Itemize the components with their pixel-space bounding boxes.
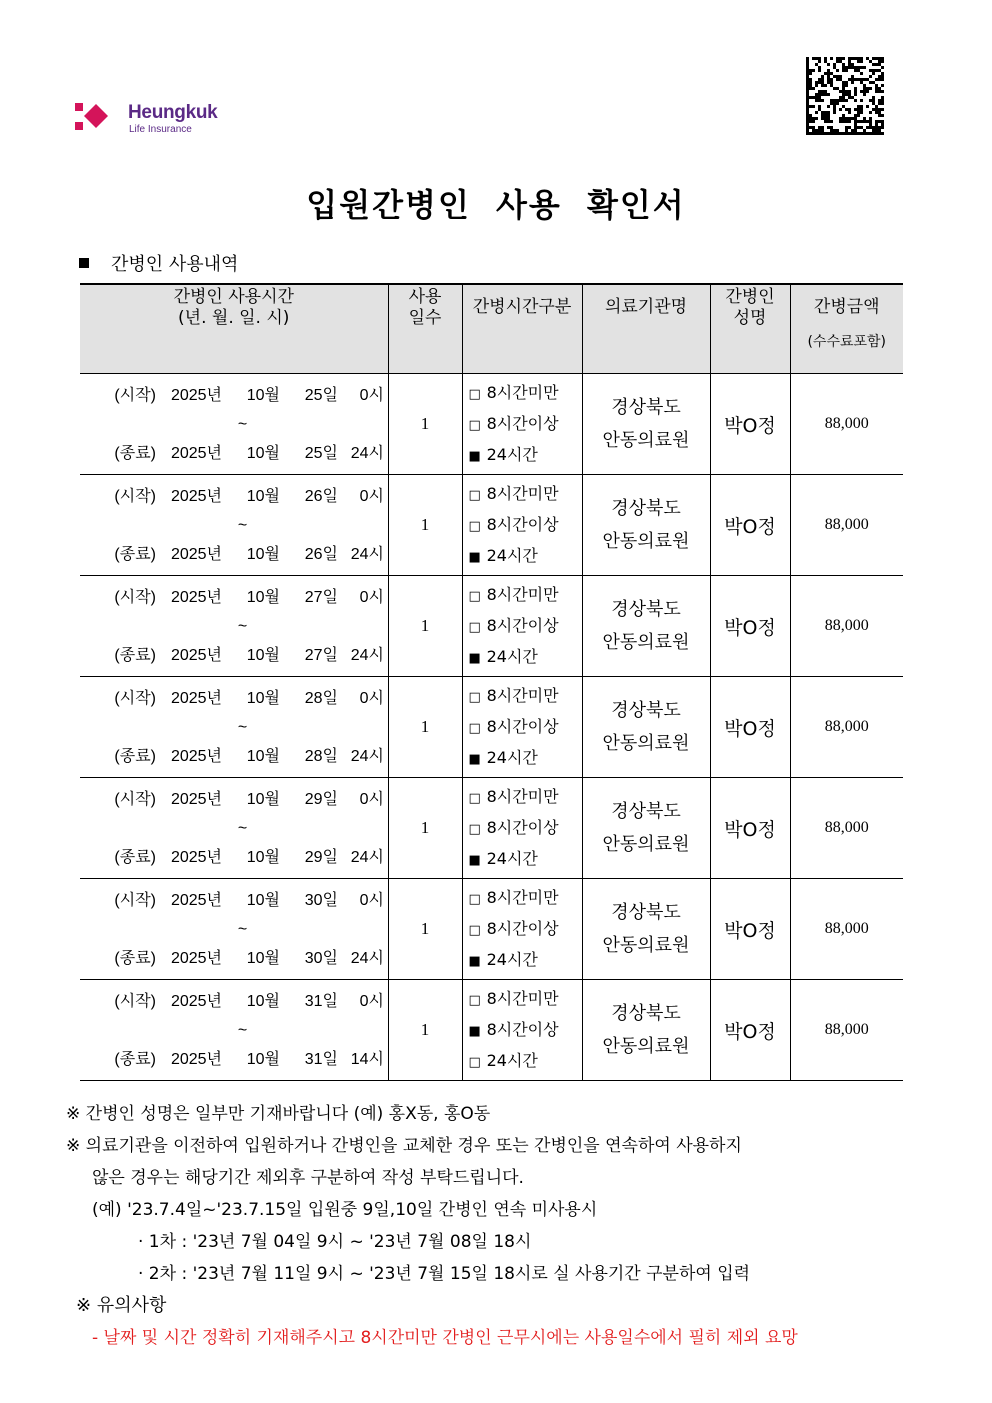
start-hour: 0시 <box>359 588 384 606</box>
hospital-name: 안동의료원 <box>602 531 690 552</box>
time-type-cell <box>462 374 582 475</box>
start-hour: 0시 <box>359 386 384 404</box>
time-type-option <box>469 479 582 510</box>
end-month: 10월 <box>246 848 280 866</box>
hospital-cell <box>582 475 710 576</box>
time-type-option <box>469 883 582 914</box>
period-end <box>80 742 388 771</box>
start-hour: 0시 <box>359 689 384 707</box>
start-label: (시작) <box>114 790 156 808</box>
end-month: 10월 <box>246 545 280 563</box>
note-caution-heading: ※ 유의사항 <box>76 1295 167 1316</box>
hospital-region: 경상북도 <box>611 397 681 418</box>
period-start <box>80 583 388 612</box>
amount-cell: 88,000 <box>790 980 903 1081</box>
time-type-option <box>469 510 582 541</box>
header-period <box>80 284 388 374</box>
period-cell <box>80 879 388 980</box>
time-type-option-label: 8시간미만 <box>486 786 559 806</box>
time-type-option-label: 8시간미만 <box>486 988 559 1008</box>
end-hour: 14시 <box>350 1050 384 1068</box>
time-type-option-label: 8시간미만 <box>486 685 559 705</box>
end-label: (종료) <box>114 1050 156 1068</box>
days-cell: 1 <box>388 879 462 980</box>
note-example-second: · 2차 : '23년 7월 11일 9시 ~ '23년 7월 15일 18시로 실 사용기간 구분하여 입력 <box>138 1264 751 1284</box>
amount-cell: 88,000 <box>790 677 903 778</box>
end-day: 28일 <box>304 747 338 765</box>
checkbox-icon: ■ <box>468 751 481 767</box>
period-cell <box>80 778 388 879</box>
start-hour: 0시 <box>359 992 384 1010</box>
end-day: 31일 <box>304 1050 338 1068</box>
note-example-first: · 1차 : '23년 7월 04일 9시 ~ '23년 7월 08일 18시 <box>138 1232 532 1252</box>
time-type-option <box>469 945 582 976</box>
checkbox-icon: ■ <box>468 852 481 868</box>
checkbox-icon: □ <box>468 689 481 705</box>
end-hour: 24시 <box>350 747 384 765</box>
time-type-option-label: 8시간이상 <box>486 918 559 938</box>
period-cell <box>80 374 388 475</box>
start-year: 2025년 <box>170 487 222 505</box>
table-body <box>80 374 903 1081</box>
start-year: 2025년 <box>170 992 222 1010</box>
end-year: 2025년 <box>170 949 222 967</box>
header-caregiver-line1: 간병인 <box>725 287 775 307</box>
header-time-type-label: 간병시간구분 <box>472 297 572 317</box>
section-label: 간병인 사용내역 <box>111 254 239 275</box>
checkbox-icon: ■ <box>468 953 481 969</box>
hospital-cell <box>582 879 710 980</box>
checkbox-icon: □ <box>468 891 481 907</box>
time-type-option <box>469 541 582 572</box>
start-day: 31일 <box>304 992 338 1010</box>
caregiver-name-cell: 박O정 <box>710 374 790 475</box>
start-year: 2025년 <box>170 588 222 606</box>
qr-code-icon <box>806 57 884 135</box>
days-cell: 1 <box>388 374 462 475</box>
amount-cell: 88,000 <box>790 879 903 980</box>
period-start <box>80 886 388 915</box>
end-hour: 24시 <box>350 949 384 967</box>
end-day: 25일 <box>304 444 338 462</box>
logo-name: Heungkuk <box>128 102 218 123</box>
start-hour: 0시 <box>359 891 384 909</box>
time-type-option <box>469 681 582 712</box>
hospital-cell <box>582 576 710 677</box>
time-type-option-label: 8시간이상 <box>486 514 559 534</box>
time-type-option <box>469 813 582 844</box>
table-row <box>80 576 903 677</box>
notes <box>66 1098 946 1354</box>
end-label: (종료) <box>114 646 156 664</box>
time-type-option <box>469 1015 582 1046</box>
period-tilde: ~ <box>237 819 248 837</box>
end-year: 2025년 <box>170 545 222 563</box>
amount-cell: 88,000 <box>790 475 903 576</box>
caregiver-name-cell: 박O정 <box>710 879 790 980</box>
time-type-option <box>469 743 582 774</box>
end-month: 10월 <box>246 747 280 765</box>
hospital-name: 안동의료원 <box>602 430 690 451</box>
end-month: 10월 <box>246 444 280 462</box>
note-caution-text: - 날짜 및 시간 정확히 기재해주시고 8시간미만 간병인 근무시에는 사용일수에서 필히 제외 요망 <box>92 1328 798 1348</box>
hospital-cell <box>582 374 710 475</box>
end-day: 30일 <box>304 949 338 967</box>
header-amount-label: 간병금액 <box>813 297 880 317</box>
hospital-cell <box>582 980 710 1081</box>
hospital-region: 경상북도 <box>611 1003 681 1024</box>
time-type-cell <box>462 879 582 980</box>
hospital-region: 경상북도 <box>611 498 681 519</box>
end-month: 10월 <box>246 1050 280 1068</box>
note-example: (예) '23.7.4일~'23.7.15일 입원중 9일,10일 간병인 연속 미사용시 <box>92 1200 598 1220</box>
time-type-option-label: 8시간이상 <box>486 413 559 433</box>
time-type-option-label: 8시간이상 <box>486 817 559 837</box>
time-type-option-label: 8시간미만 <box>486 887 559 907</box>
checkbox-icon: □ <box>468 386 481 402</box>
period-tilde: ~ <box>237 718 248 736</box>
start-year: 2025년 <box>170 891 222 909</box>
header-time-type <box>462 284 582 374</box>
checkbox-icon: ■ <box>468 549 481 565</box>
header-amount-sub: (수수료포함) <box>807 334 887 350</box>
end-day: 27일 <box>304 646 338 664</box>
hospital-cell <box>582 677 710 778</box>
time-type-cell <box>462 576 582 677</box>
time-type-option-label: 8시간미만 <box>486 483 559 503</box>
caregiver-name-cell: 박O정 <box>710 778 790 879</box>
header-caregiver-line2: 성명 <box>733 308 767 328</box>
header-caregiver <box>710 284 790 374</box>
time-type-option <box>469 611 582 642</box>
days-cell: 1 <box>388 778 462 879</box>
end-label: (종료) <box>114 747 156 765</box>
days-cell: 1 <box>388 576 462 677</box>
caregiver-name-cell: 박O정 <box>710 980 790 1081</box>
end-year: 2025년 <box>170 747 222 765</box>
period-start <box>80 381 388 410</box>
start-label: (시작) <box>114 891 156 909</box>
hospital-name: 안동의료원 <box>602 733 690 754</box>
checkbox-icon: ■ <box>468 650 481 666</box>
usage-table <box>80 283 903 1081</box>
period-start <box>80 785 388 814</box>
time-type-option <box>469 378 582 409</box>
period-tilde: ~ <box>237 516 248 534</box>
period-cell <box>80 980 388 1081</box>
note-split-rule: ※ 의료기관을 이전하여 입원하거나 간병인을 교체한 경우 또는 간병인을 연속하여 사용하지 <box>66 1136 742 1156</box>
hospital-cell <box>582 778 710 879</box>
time-type-cell <box>462 475 582 576</box>
table-row <box>80 374 903 475</box>
time-type-option <box>469 1046 582 1077</box>
end-label: (종료) <box>114 444 156 462</box>
checkbox-icon: □ <box>468 588 481 604</box>
end-label: (종료) <box>114 848 156 866</box>
period-end <box>80 540 388 569</box>
amount-cell: 88,000 <box>790 778 903 879</box>
hospital-name: 안동의료원 <box>602 935 690 956</box>
hospital-region: 경상북도 <box>611 700 681 721</box>
checkbox-icon: □ <box>468 992 481 1008</box>
end-year: 2025년 <box>170 646 222 664</box>
time-type-option <box>469 580 582 611</box>
time-type-option-label: 24시간 <box>486 646 538 666</box>
header-days-line2: 일수 <box>408 308 442 328</box>
period-end <box>80 843 388 872</box>
start-day: 27일 <box>304 588 338 606</box>
start-day: 30일 <box>304 891 338 909</box>
end-hour: 24시 <box>350 444 384 462</box>
start-day: 29일 <box>304 790 338 808</box>
table-row <box>80 475 903 576</box>
note-name-rule: ※ 간병인 성명은 일부만 기재바랍니다 (예) 홍X동, 홍O동 <box>66 1104 491 1124</box>
end-label: (종료) <box>114 949 156 967</box>
time-type-option-label: 8시간미만 <box>486 382 559 402</box>
checkbox-icon: □ <box>468 720 481 736</box>
amount-cell: 88,000 <box>790 374 903 475</box>
start-year: 2025년 <box>170 689 222 707</box>
caregiver-name-cell: 박O정 <box>710 576 790 677</box>
end-day: 26일 <box>304 545 338 563</box>
caregiver-name-cell: 박O정 <box>710 475 790 576</box>
end-year: 2025년 <box>170 848 222 866</box>
time-type-option <box>469 440 582 471</box>
start-label: (시작) <box>114 386 156 404</box>
start-year: 2025년 <box>170 386 222 404</box>
amount-cell: 88,000 <box>790 576 903 677</box>
heungkuk-logo <box>74 100 234 140</box>
time-type-option <box>469 642 582 673</box>
time-type-option <box>469 984 582 1015</box>
period-tilde: ~ <box>237 415 248 433</box>
hospital-name: 안동의료원 <box>602 834 690 855</box>
header-period-line1: 간병인 사용시간 <box>173 287 294 307</box>
period-cell <box>80 677 388 778</box>
start-day: 26일 <box>304 487 338 505</box>
header-days-line1: 사용 <box>408 287 442 307</box>
time-type-cell <box>462 677 582 778</box>
start-month: 10월 <box>246 386 280 404</box>
table-row <box>80 677 903 778</box>
hospital-region: 경상북도 <box>611 599 681 620</box>
checkbox-icon: □ <box>468 619 481 635</box>
start-month: 10월 <box>246 790 280 808</box>
end-hour: 24시 <box>350 848 384 866</box>
time-type-option-label: 24시간 <box>486 545 538 565</box>
table-row <box>80 879 903 980</box>
checkbox-icon: □ <box>468 790 481 806</box>
hospital-region: 경상북도 <box>611 902 681 923</box>
note-split-rule-cont: 않은 경우는 해당기간 제외후 구분하여 작성 부탁드립니다. <box>92 1168 524 1188</box>
time-type-option-label: 24시간 <box>486 949 538 969</box>
time-type-option <box>469 409 582 440</box>
days-cell: 1 <box>388 677 462 778</box>
checkbox-icon: □ <box>468 922 481 938</box>
period-cell <box>80 576 388 677</box>
checkbox-icon: □ <box>468 487 481 503</box>
start-day: 25일 <box>304 386 338 404</box>
start-label: (시작) <box>114 487 156 505</box>
square-bullet-icon <box>79 258 89 268</box>
time-type-option-label: 8시간미만 <box>486 584 559 604</box>
time-type-cell <box>462 980 582 1081</box>
checkbox-icon: ■ <box>468 1023 481 1039</box>
start-hour: 0시 <box>359 790 384 808</box>
period-start <box>80 987 388 1016</box>
time-type-cell <box>462 778 582 879</box>
start-month: 10월 <box>246 689 280 707</box>
time-type-option <box>469 712 582 743</box>
logo-mark-icon <box>74 100 124 136</box>
period-start <box>80 482 388 511</box>
header-hospital <box>582 284 710 374</box>
start-month: 10월 <box>246 891 280 909</box>
checkbox-icon: □ <box>468 417 481 433</box>
start-month: 10월 <box>246 992 280 1010</box>
period-tilde: ~ <box>237 920 248 938</box>
period-end <box>80 641 388 670</box>
checkbox-icon: □ <box>468 518 481 534</box>
days-cell: 1 <box>388 475 462 576</box>
period-end <box>80 1045 388 1074</box>
header-period-line2: (년. 월. 일. 시) <box>178 308 290 328</box>
logo-subtitle: Life Insurance <box>129 124 192 135</box>
checkbox-icon: □ <box>468 821 481 837</box>
caregiver-name-cell: 박O정 <box>710 677 790 778</box>
time-type-option-label: 8시간이상 <box>486 1019 559 1039</box>
days-cell: 1 <box>388 980 462 1081</box>
time-type-option-label: 8시간이상 <box>486 615 559 635</box>
start-month: 10월 <box>246 588 280 606</box>
time-type-option <box>469 844 582 875</box>
start-label: (시작) <box>114 992 156 1010</box>
time-type-option <box>469 914 582 945</box>
period-tilde: ~ <box>237 617 248 635</box>
hospital-name: 안동의료원 <box>602 632 690 653</box>
hospital-region: 경상북도 <box>611 801 681 822</box>
time-type-option-label: 24시간 <box>486 1050 538 1070</box>
table-header-row <box>80 284 903 374</box>
period-end <box>80 944 388 973</box>
start-day: 28일 <box>304 689 338 707</box>
table-row <box>80 980 903 1081</box>
period-cell <box>80 475 388 576</box>
header-hospital-label: 의료기관명 <box>604 297 688 317</box>
start-label: (시작) <box>114 588 156 606</box>
end-year: 2025년 <box>170 444 222 462</box>
section-heading <box>79 250 238 276</box>
time-type-option-label: 8시간이상 <box>486 716 559 736</box>
end-hour: 24시 <box>350 646 384 664</box>
hospital-name: 안동의료원 <box>602 1036 690 1057</box>
start-year: 2025년 <box>170 790 222 808</box>
end-hour: 24시 <box>350 545 384 563</box>
document-title: 입원간병인 사용 확인서 <box>306 186 686 224</box>
time-type-option-label: 24시간 <box>486 747 538 767</box>
end-day: 29일 <box>304 848 338 866</box>
end-label: (종료) <box>114 545 156 563</box>
end-month: 10월 <box>246 949 280 967</box>
start-hour: 0시 <box>359 487 384 505</box>
period-start <box>80 684 388 713</box>
header-days <box>388 284 462 374</box>
table-row <box>80 778 903 879</box>
time-type-option-label: 24시간 <box>486 848 538 868</box>
checkbox-icon: ■ <box>468 448 481 464</box>
period-tilde: ~ <box>237 1021 248 1039</box>
checkbox-icon: □ <box>468 1054 481 1070</box>
start-month: 10월 <box>246 487 280 505</box>
time-type-option <box>469 782 582 813</box>
start-label: (시작) <box>114 689 156 707</box>
header-amount <box>790 284 903 374</box>
end-month: 10월 <box>246 646 280 664</box>
end-year: 2025년 <box>170 1050 222 1068</box>
period-end <box>80 439 388 468</box>
time-type-option-label: 24시간 <box>486 444 538 464</box>
